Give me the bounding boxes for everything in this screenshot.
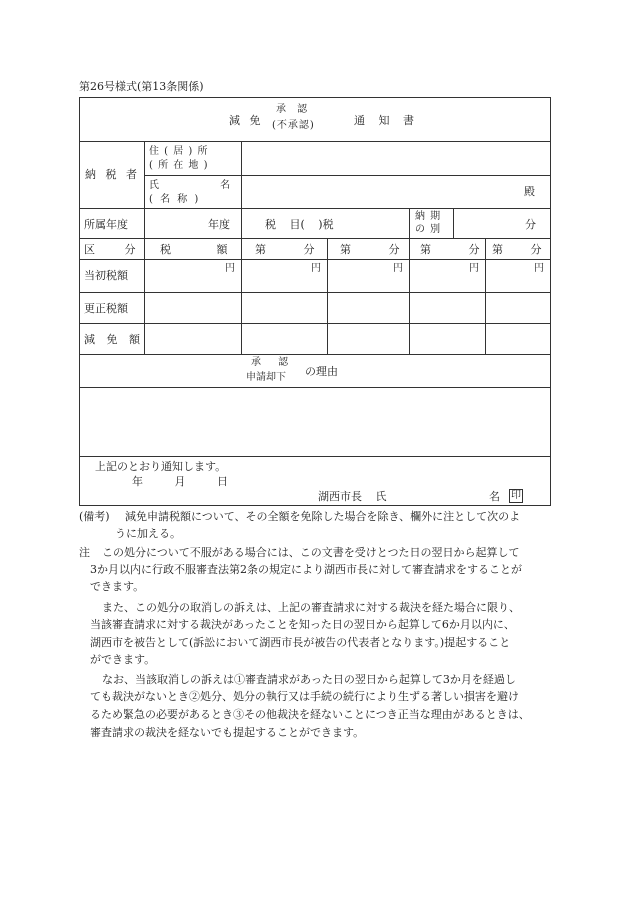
header-installment-3: 第 分: [420, 243, 480, 256]
header-tax-amount: 税 額: [160, 243, 228, 256]
payment-period-label: 納 期: [415, 211, 442, 222]
reason-option-rejection: 申請却下: [246, 372, 286, 383]
issuer-title: 湖西市長 氏: [318, 490, 387, 503]
remarks-label: (備考): [79, 510, 110, 523]
table-cell: 円: [393, 263, 403, 274]
rule-below-row1: [79, 292, 550, 293]
reason-suffix: の理由: [305, 365, 338, 378]
vrule-year-1: [241, 208, 242, 354]
notice-text: 上記のとおり通知します。: [95, 460, 227, 473]
vrule-period-label: [409, 208, 410, 354]
notice-date: 年 月 日: [132, 475, 228, 488]
rule-mid-address: [144, 175, 550, 176]
payment-period-label-2: の 別: [415, 224, 442, 235]
honorific: 殿: [524, 185, 535, 198]
remarks-line-2: うに加える。: [115, 527, 181, 540]
row-label-revised-tax: 更正税額: [84, 302, 128, 315]
taxpayer-label: 納 税 者: [85, 168, 140, 181]
address-label: 住 ( 居 ) 所: [149, 146, 209, 157]
fiscal-year-unit: 年度: [208, 218, 230, 231]
corporate-name-label: ( 名 称 ): [149, 194, 201, 205]
header-installment-1: 第 分: [255, 243, 315, 256]
title-right: 通 知 書: [354, 114, 419, 127]
note-line: 湖西市を被告として(訴訟において湖西市長が被告の代表者となります。)提起すること: [90, 636, 511, 649]
reason-option-approval: 承 認: [251, 357, 289, 368]
vrule-col-3: [327, 238, 328, 354]
row-label-initial-tax: 当初税額: [84, 269, 128, 282]
note-line: 審査請求の裁決を経ないでも提起することができます。: [90, 726, 365, 739]
rule-below-row3: [79, 354, 550, 355]
rule-below-name: [79, 208, 550, 209]
title-left: 減 免: [229, 114, 264, 127]
note-line: 3か月以内に行政不服審査法第2条の規定により湖西市長に対して審査請求をすることが: [90, 563, 522, 576]
header-installment-2: 第 分: [340, 243, 400, 256]
note-line: また、この処分の取消しの訴えは、上記の審査請求に対する裁決を経た場合に限り、: [102, 601, 520, 614]
form-border-right: [550, 97, 551, 506]
seal-box: 印: [511, 490, 521, 501]
location-label: ( 所 在 地 ): [149, 160, 209, 171]
note-line: ても裁決がないとき②処分、処分の執行又は手続の続行により生ずる著しい損害を避け: [90, 690, 519, 703]
header-category: 区 分: [84, 243, 136, 256]
note-line: この処分について不服がある場合には、この文書を受けとつた日の翌日から起算して: [102, 546, 520, 559]
tax-item-label: 税 目( )税: [265, 218, 334, 231]
note-label: 注: [79, 546, 90, 559]
header-installment-4: 第 分: [492, 243, 542, 256]
title-non-approval: (不承認): [272, 120, 315, 131]
vrule-taxpayer-label: [144, 141, 145, 354]
rule-below-reason-box: [79, 456, 550, 457]
table-cell: 円: [311, 263, 321, 274]
title-approval: 承 認: [276, 104, 312, 115]
form-border-top: [79, 97, 550, 98]
form-border-bottom: [79, 505, 551, 506]
form-border-left: [79, 97, 80, 506]
table-cell: 円: [534, 263, 544, 274]
fiscal-year-label: 所属年度: [84, 218, 128, 231]
remarks-line-1: 減免申請税額について、その全額を免除した場合を除き、欄外に注として次のよ: [125, 510, 521, 523]
vrule-col-6: [485, 238, 486, 354]
period-unit: 分: [525, 218, 536, 231]
vrule-taxpayer-field: [241, 141, 242, 208]
note-line: 当該審査請求に対する裁決があったことを知った日の翌日から起算して6か月以内に、: [90, 618, 515, 631]
table-cell: 円: [469, 263, 479, 274]
rule-below-year: [79, 238, 550, 239]
rule-below-reason-header: [79, 387, 550, 388]
note-line: なお、当該取消しの訴えは①審査請求があった日の翌日から起算して3か月を経過し: [102, 673, 516, 686]
form-number-label: 第26号様式(第13条関係): [79, 80, 204, 93]
note-line: できます。: [90, 580, 145, 593]
rule-below-title: [79, 141, 550, 142]
table-cell: 円: [225, 263, 235, 274]
rule-below-row2: [79, 323, 550, 324]
vrule-period-value: [453, 208, 454, 238]
row-label-reduction: 減 免 額: [84, 333, 144, 346]
issuer-name-suffix: 名: [489, 490, 500, 503]
note-line: ができます。: [90, 653, 156, 666]
rule-below-headers: [79, 259, 550, 260]
note-line: るため緊急の必要があるとき③その他裁決を経ないことにつき正当な理由があるときは、: [90, 708, 530, 721]
name-label: 氏 名: [149, 180, 231, 191]
